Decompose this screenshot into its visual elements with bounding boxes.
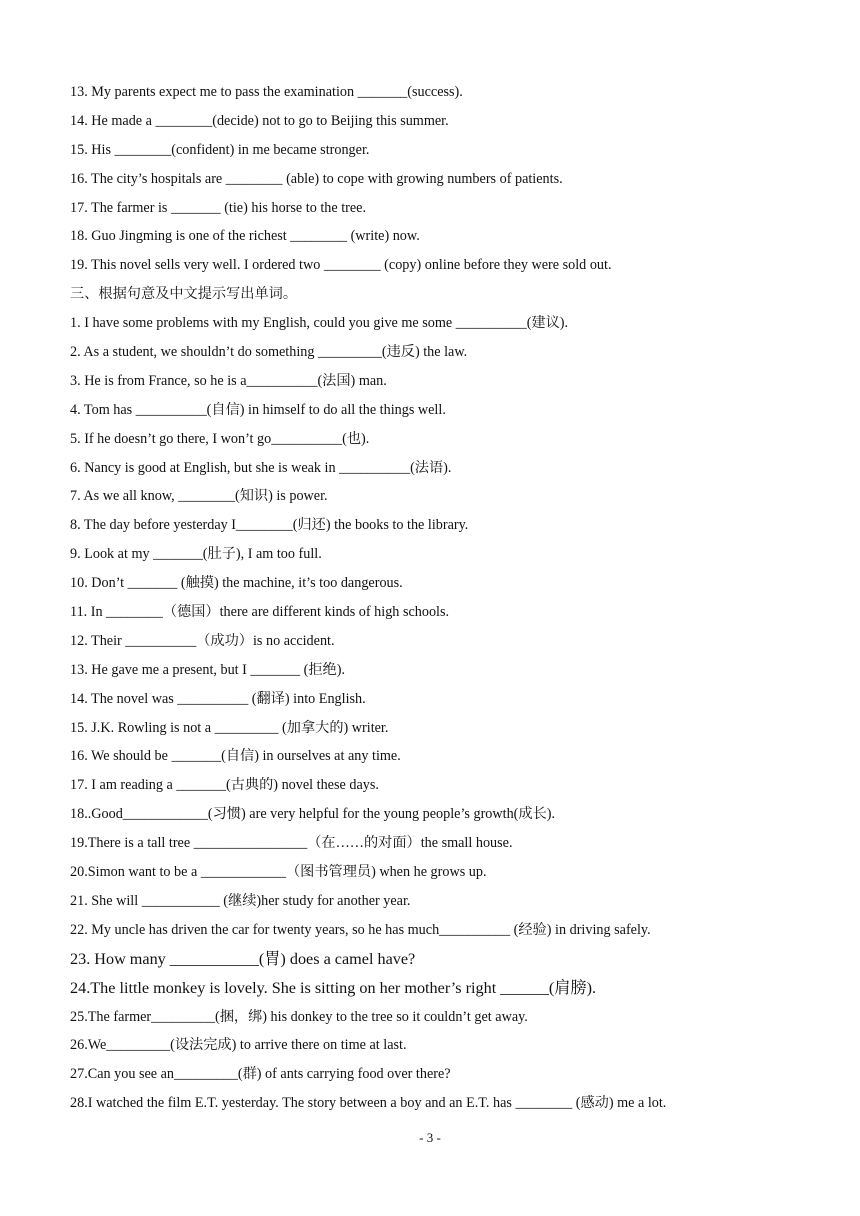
exercise-line: 15. His ________(confident) in me became stronger. [70, 141, 370, 158]
exercise-line: 26.We_________(设法完成) to arrive there on time at last. [70, 1037, 407, 1054]
exercise-line: 23. How many ___________(胃) does a camel have? [70, 949, 416, 968]
exercise-line: 17. The farmer is _______ (tie) his horse to the tree. [70, 199, 367, 216]
exercise-line: 21. She will ___________ (继续)her study for another year. [70, 892, 411, 909]
page-number: - 3 - [419, 1130, 441, 1145]
exercise-line: 5. If he doesn’t go there, I won’t go__________(也). [70, 430, 370, 447]
exercise-line: 1. I have some problems with my English, could you give me some __________(建议). [70, 315, 569, 332]
section-heading: 三、根据句意及中文提示写出单词。 [70, 286, 298, 303]
exercise-line: 3. He is from France, so he is a__________(法国) man. [70, 372, 387, 389]
exercise-line: 8. The day before yesterday I________(归还) the books to the library. [70, 517, 469, 534]
exercise-line: 15. J.K. Rowling is not a _________ (加拿大的) writer. [70, 719, 389, 736]
exercise-line: 20.Simon want to be a ____________（图书管理员) when he grows up. [70, 864, 487, 881]
exercise-line: 13. He gave me a present, but I _______ (拒绝). [70, 661, 346, 678]
exercise-line: 4. Tom has __________(自信) in himself to do all the things well. [70, 401, 446, 418]
exercise-line: 14. The novel was __________ (翻译) into English. [70, 690, 366, 707]
exercise-line: 17. I am reading a _______(古典的) novel these days. [70, 777, 379, 794]
exercise-line: 6. Nancy is good at English, but she is weak in __________(法语). [70, 459, 452, 476]
exercise-lines [70, 82, 820, 1122]
exercise-line: 19.There is a tall tree ________________（在……的对面）the small house. [70, 835, 513, 852]
exercise-line: 11. In ________（德国）there are different kinds of high schools. [70, 604, 450, 621]
exercise-line: 14. He made a ________(decide) not to go to Beijing this summer. [70, 112, 449, 129]
exercise-line: 12. Their __________（成功）is no accident. [70, 632, 335, 649]
exercise-line: 7. As we all know, ________(知识) is power. [70, 488, 328, 505]
exercise-line: 18..Good____________(习惯) are very helpful for the young people’s growth(成长). [70, 806, 556, 823]
exercise-line: 13. My parents expect me to pass the examination _______(success). [70, 84, 463, 100]
exercise-line: 16. We should be _______(自信) in ourselves at any time. [70, 748, 401, 765]
exercise-line: 25.The farmer_________(捆，绑) his donkey to the tree so it couldn’t get away. [70, 1008, 528, 1025]
exercise-line: 27.Can you see an_________(群) of ants carrying food over there? [70, 1066, 451, 1083]
exercise-line: 19. This novel sells very well. I ordered two ________ (copy) online before they were sold out. [70, 257, 612, 274]
exercise-line: 24.The little monkey is lovely. She is sitting on her mother’s right ______(肩膀). [70, 978, 597, 997]
exercise-line: 22. My uncle has driven the car for twenty years, so he has much__________ (经验) in driving safely. [70, 921, 651, 938]
exercise-line: 28.I watched the film E.T. yesterday. The story between a boy and an E.T. has ________ (感动) me a lot. [70, 1095, 667, 1112]
exercise-line: 2. As a student, we shouldn’t do something _________(违反) the law. [70, 344, 468, 361]
exercise-line: 9. Look at my _______(肚子), I am too full. [70, 546, 322, 563]
exercise-line: 10. Don’t _______ (触摸) the machine, it’s too dangerous. [70, 575, 403, 592]
exercise-line: 16. The city’s hospitals are ________ (able) to cope with growing numbers of patients. [70, 170, 563, 187]
exercise-line: 18. Guo Jingming is one of the richest ________ (write) now. [70, 228, 420, 245]
